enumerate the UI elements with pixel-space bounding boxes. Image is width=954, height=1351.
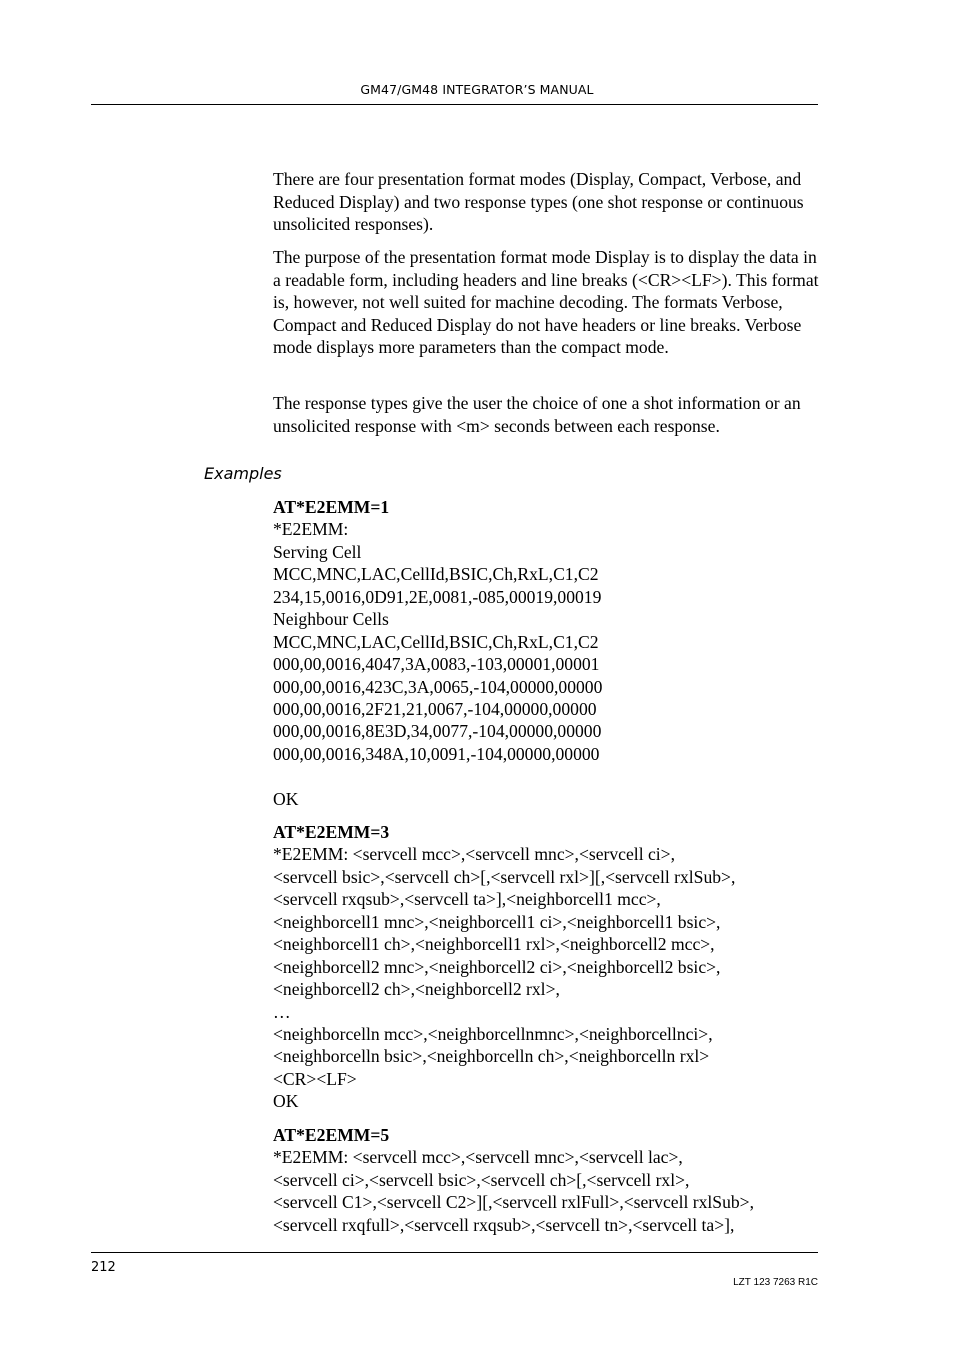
example-block-5: [273, 1124, 821, 1236]
example-line: *E2EMM: <servcell mcc>,<servcell mnc>,<servcell lac>,: [273, 1147, 683, 1168]
paragraph-text: The response types give the user the choice of one a shot information or an unsolicited response with <m> seconds between each response.: [273, 393, 801, 436]
example-line: MCC,MNC,LAC,CellId,BSIC,Ch,RxL,C1,C2: [273, 564, 599, 585]
example-line: 234,15,0016,0D91,2E,0081,-085,00019,00019: [273, 586, 602, 607]
paragraph-display-mode: [273, 246, 821, 359]
example-line: <servcell bsic>,<servcell ch>[,<servcell rxl>][,<servcell rxlSub>,: [273, 866, 736, 887]
paragraph-text: The purpose of the presentation format mode Display is to display the data in a readable form, including headers and line breaks (<CR><LF>). This format is, however, not well suited for machine decoding. The formats Verbose, Compact and Reduced Display do not have headers or line breaks. Verbose mode displays more parameters than the compact mode.: [273, 247, 819, 357]
paragraph-response-types: [273, 392, 821, 437]
example-line: <neighborcell2 mnc>,<neighborcell2 ci>,<neighborcell2 bsic>,: [273, 956, 721, 977]
examples-heading: Examples: [204, 464, 282, 483]
example-line: OK: [273, 1091, 299, 1112]
example-line: <neighborcelln mcc>,<neighborcellnmnc>,<neighborcellnci>,: [273, 1023, 713, 1044]
example-line: 000,00,0016,4047,3A,0083,-103,00001,00001: [273, 654, 600, 675]
example-block-3: [273, 821, 821, 1113]
example-command: AT*E2EMM=1: [273, 497, 390, 517]
paragraph-format-modes: [273, 168, 821, 236]
example-line: …: [273, 1001, 291, 1022]
example-line: <neighborcell2 ch>,<neighborcell2 rxl>,: [273, 979, 560, 1000]
example-line-blank: [273, 765, 821, 787]
example-line: OK: [273, 788, 299, 809]
example-block-1: [273, 496, 821, 810]
example-line: Neighbour Cells: [273, 609, 389, 630]
example-line: 000,00,0016,8E3D,34,0077,-104,00000,00000: [273, 721, 602, 742]
example-line: <CR><LF>: [273, 1068, 357, 1089]
example-line: 000,00,0016,348A,10,0091,-104,00000,00000: [273, 743, 600, 764]
example-line: <neighborcelln bsic>,<neighborcelln ch>,<neighborcelln rxl>: [273, 1046, 710, 1067]
page-number: 212: [91, 1260, 116, 1275]
running-header: GM47/GM48 INTEGRATOR’S MANUAL: [360, 82, 594, 97]
document-id: LZT 123 7263 R1C: [733, 1277, 818, 1288]
example-line: <neighborcell1 ch>,<neighborcell1 rxl>,<neighborcell2 mcc>,: [273, 934, 715, 955]
example-line: MCC,MNC,LAC,CellId,BSIC,Ch,RxL,C1,C2: [273, 631, 599, 652]
example-line: 000,00,0016,2F21,21,0067,-104,00000,00000: [273, 698, 597, 719]
footer-rule: [91, 1252, 818, 1253]
example-line: *E2EMM:: [273, 519, 349, 540]
example-line: <servcell rxqsub>,<servcell ta>],<neighborcell1 mcc>,: [273, 889, 661, 910]
example-line: *E2EMM: <servcell mcc>,<servcell mnc>,<servcell ci>,: [273, 844, 675, 865]
example-line: <neighborcell1 mnc>,<neighborcell1 ci>,<neighborcell1 bsic>,: [273, 911, 721, 932]
example-line: <servcell rxqfull>,<servcell rxqsub>,<servcell tn>,<servcell ta>],: [273, 1214, 735, 1235]
example-command: AT*E2EMM=3: [273, 822, 390, 842]
example-line: <servcell C1>,<servcell C2>][,<servcell rxlFull>,<servcell rxlSub>,: [273, 1192, 754, 1213]
example-line: <servcell ci>,<servcell bsic>,<servcell ch>[,<servcell rxl>,: [273, 1169, 690, 1190]
header-rule: [91, 104, 818, 105]
example-line: 000,00,0016,423C,3A,0065,-104,00000,00000: [273, 676, 603, 697]
example-command: AT*E2EMM=5: [273, 1125, 390, 1145]
example-line: Serving Cell: [273, 541, 362, 562]
paragraph-text: There are four presentation format modes (Display, Compact, Verbose, and Reduced Display) and two response types (one shot response or continuous unsolicited responses).: [273, 169, 804, 234]
